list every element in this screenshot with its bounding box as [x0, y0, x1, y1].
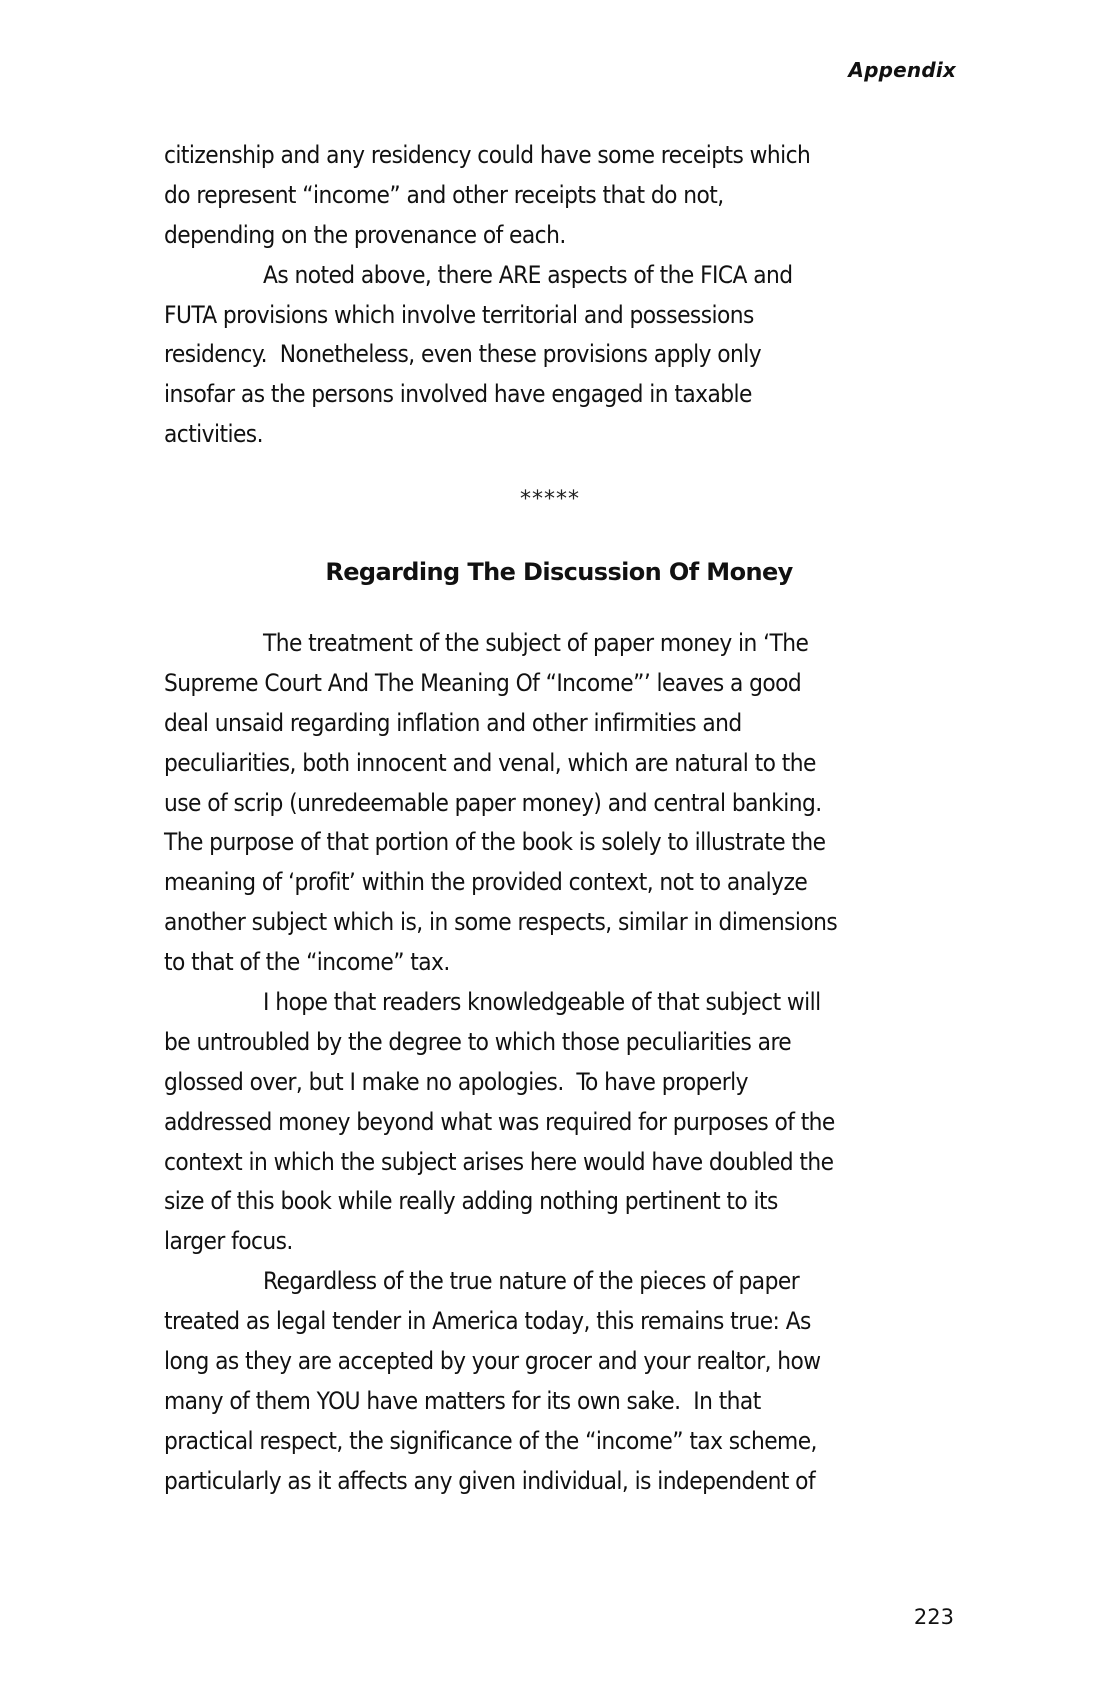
- running-head: Appendix: [848, 58, 956, 82]
- text-line: do represent “income” and other receipts that do not,: [164, 180, 724, 209]
- section-heading: Regarding The Discussion Of Money: [325, 558, 793, 586]
- paragraph-first-line: The treatment of the subject of paper money in ‘The: [263, 629, 809, 657]
- page-number: 223: [913, 1605, 954, 1629]
- body-text-section-1: [164, 136, 964, 455]
- body-text-section-2: [164, 624, 964, 1502]
- text-line: insofar as the persons involved have engaged in taxable: [164, 380, 752, 409]
- text-line: larger focus.: [164, 1227, 293, 1256]
- text-line: residency. Nonetheless, even these provisions apply only: [164, 340, 762, 369]
- text-line: treated as legal tender in America today, this remains true: As: [164, 1307, 811, 1336]
- text-line: to that of the “income” tax.: [164, 948, 450, 977]
- text-line: glossed over, but I make no apologies. To have properly: [164, 1067, 748, 1096]
- text-line: size of this book while really adding nothing pertinent to its: [164, 1187, 778, 1216]
- paragraph-first-line: As noted above, there ARE aspects of the FICA and: [263, 260, 793, 289]
- text-line: addressed money beyond what was required for purposes of the: [164, 1107, 835, 1136]
- section-separator: *****: [520, 487, 580, 512]
- text-line: depending on the provenance of each.: [164, 220, 566, 249]
- text-line: peculiarities, both innocent and venal, which are natural to the: [164, 748, 816, 777]
- text-line: context in which the subject arises here would have doubled the: [164, 1147, 834, 1176]
- text-line: practical respect, the significance of the “income” tax scheme,: [164, 1426, 817, 1455]
- text-line: The purpose of that portion of the book is solely to illustrate the: [164, 828, 826, 857]
- text-line: use of scrip (unredeemable paper money) and central banking.: [164, 788, 822, 817]
- text-line: activities.: [164, 420, 263, 449]
- text-line: FUTA provisions which involve territorial and possessions: [164, 300, 754, 329]
- text-line: citizenship and any residency could have some receipts which: [164, 141, 811, 169]
- paragraph-first-line: Regardless of the true nature of the pieces of paper: [263, 1267, 800, 1296]
- text-line: particularly as it affects any given individual, is independent of: [164, 1466, 816, 1495]
- text-line: Supreme Court And The Meaning Of “Income”’ leaves a good: [164, 668, 802, 697]
- text-line: deal unsaid regarding inflation and other infirmities and: [164, 708, 742, 737]
- text-line: long as they are accepted by your grocer and your realtor, how: [164, 1347, 821, 1376]
- paragraph-first-line: I hope that readers knowledgeable of that subject will: [263, 988, 821, 1017]
- text-line: many of them YOU have matters for its own sake. In that: [164, 1386, 761, 1415]
- text-line: another subject which is, in some respects, similar in dimensions: [164, 908, 838, 937]
- text-line: be untroubled by the degree to which those peculiarities are: [164, 1027, 792, 1056]
- text-line: meaning of ‘profit’ within the provided context, not to analyze: [164, 868, 808, 897]
